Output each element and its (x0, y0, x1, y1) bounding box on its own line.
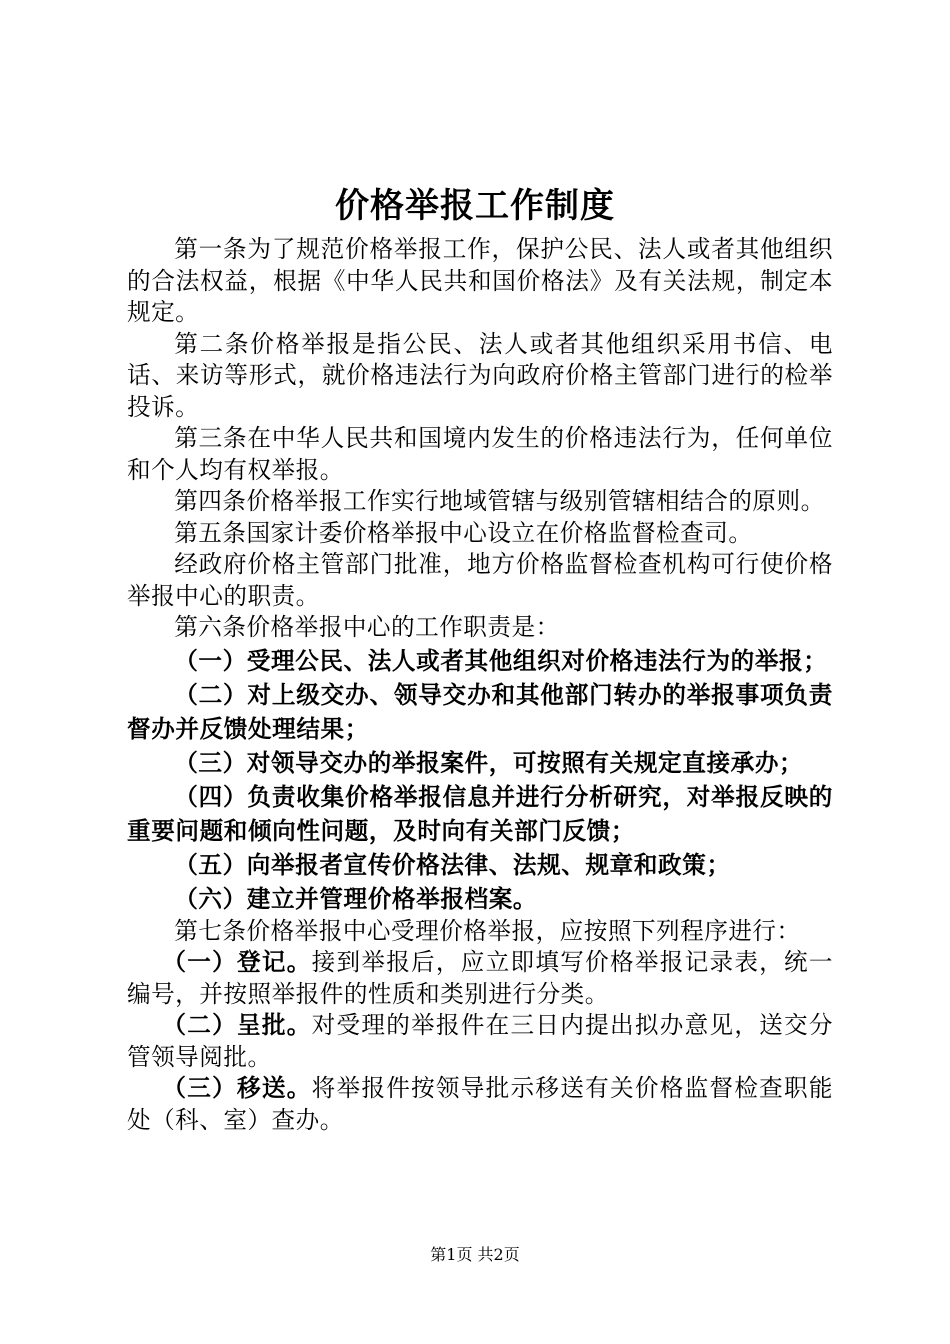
procedure-item-3-heading: （三）移送。 (162, 1074, 312, 1102)
procedure-item-1 (127, 947, 833, 1010)
article-4-paragraph: 第四条价格举报工作实行地域管辖与级别管辖相结合的原则。 (174, 487, 825, 515)
article-7-paragraph: 第七条价格举报中心受理价格举报，应按照下列程序进行： (174, 916, 801, 945)
document-body (127, 234, 833, 1136)
article-2-paragraph: 第二条价格举报是指公民、法人或者其他组织采用书信、电话、来访等形式，就价格违法行为向政府价格主管部门进行的检举投诉。 (127, 329, 833, 421)
procedure-item-1-text: 接到举报后，应立即填写价格举报记录表，统一编号，并按照举报件的性质和类别进行分类。 (127, 948, 834, 1008)
procedure-item-2-heading: （二）呈批。 (162, 1011, 312, 1039)
duty-item-1: （一）受理公民、法人或者其他组织对价格违法行为的举报； (174, 646, 828, 675)
procedure-item-2-text: 对受理的举报件在三日内提出拟办意见，送交分管领导阅批。 (127, 1011, 834, 1071)
procedure-item-3 (127, 1073, 833, 1136)
duty-item-6: （六）建立并管理价格举报档案。 (174, 884, 538, 913)
article-6-paragraph: 第六条价格举报中心的工作职责是： (174, 613, 560, 641)
document-title: 价格举报工作制度 (335, 186, 615, 226)
duty-item-3: （三）对领导交办的举报案件，可按照有关规定直接承办； (174, 748, 804, 777)
article-5-paragraph: 第五条国家计委价格举报中心设立在价格监督检查司。 (174, 518, 753, 547)
article-1-paragraph: 第一条为了规范价格举报工作，保护公民、法人或者其他组织的合法权益，根据《中华人民共和国价格法》及有关法规，制定本规定。 (127, 235, 833, 326)
page-number-footer: 第1页 共2页 (430, 1245, 520, 1264)
duty-item-4: （四）负责收集价格举报信息并进行分析研究，对举报反映的重要问题和倾向性问题，及时向有关部门反馈； (127, 782, 833, 845)
article-5-continuation-paragraph: 经政府价格主管部门批准，地方价格监督检查机构可行使价格举报中心的职责。 (127, 550, 833, 610)
procedure-item-2 (127, 1010, 833, 1073)
procedure-item-1-heading: （一）登记。 (162, 948, 312, 976)
duty-item-5: （五）向举报者宣传价格法律、法规、规章和政策； (174, 850, 731, 879)
procedure-item-3-text: 将举报件按领导批示移送有关价格监督检查职能处（科、室）查办。 (127, 1074, 834, 1134)
duty-item-2: （二）对上级交办、领导交办和其他部门转办的举报事项负责督办并反馈处理结果； (127, 680, 833, 743)
article-3-paragraph: 第三条在中华人民共和国境内发生的价格违法行为，任何单位和个人均有权举报。 (127, 424, 833, 484)
